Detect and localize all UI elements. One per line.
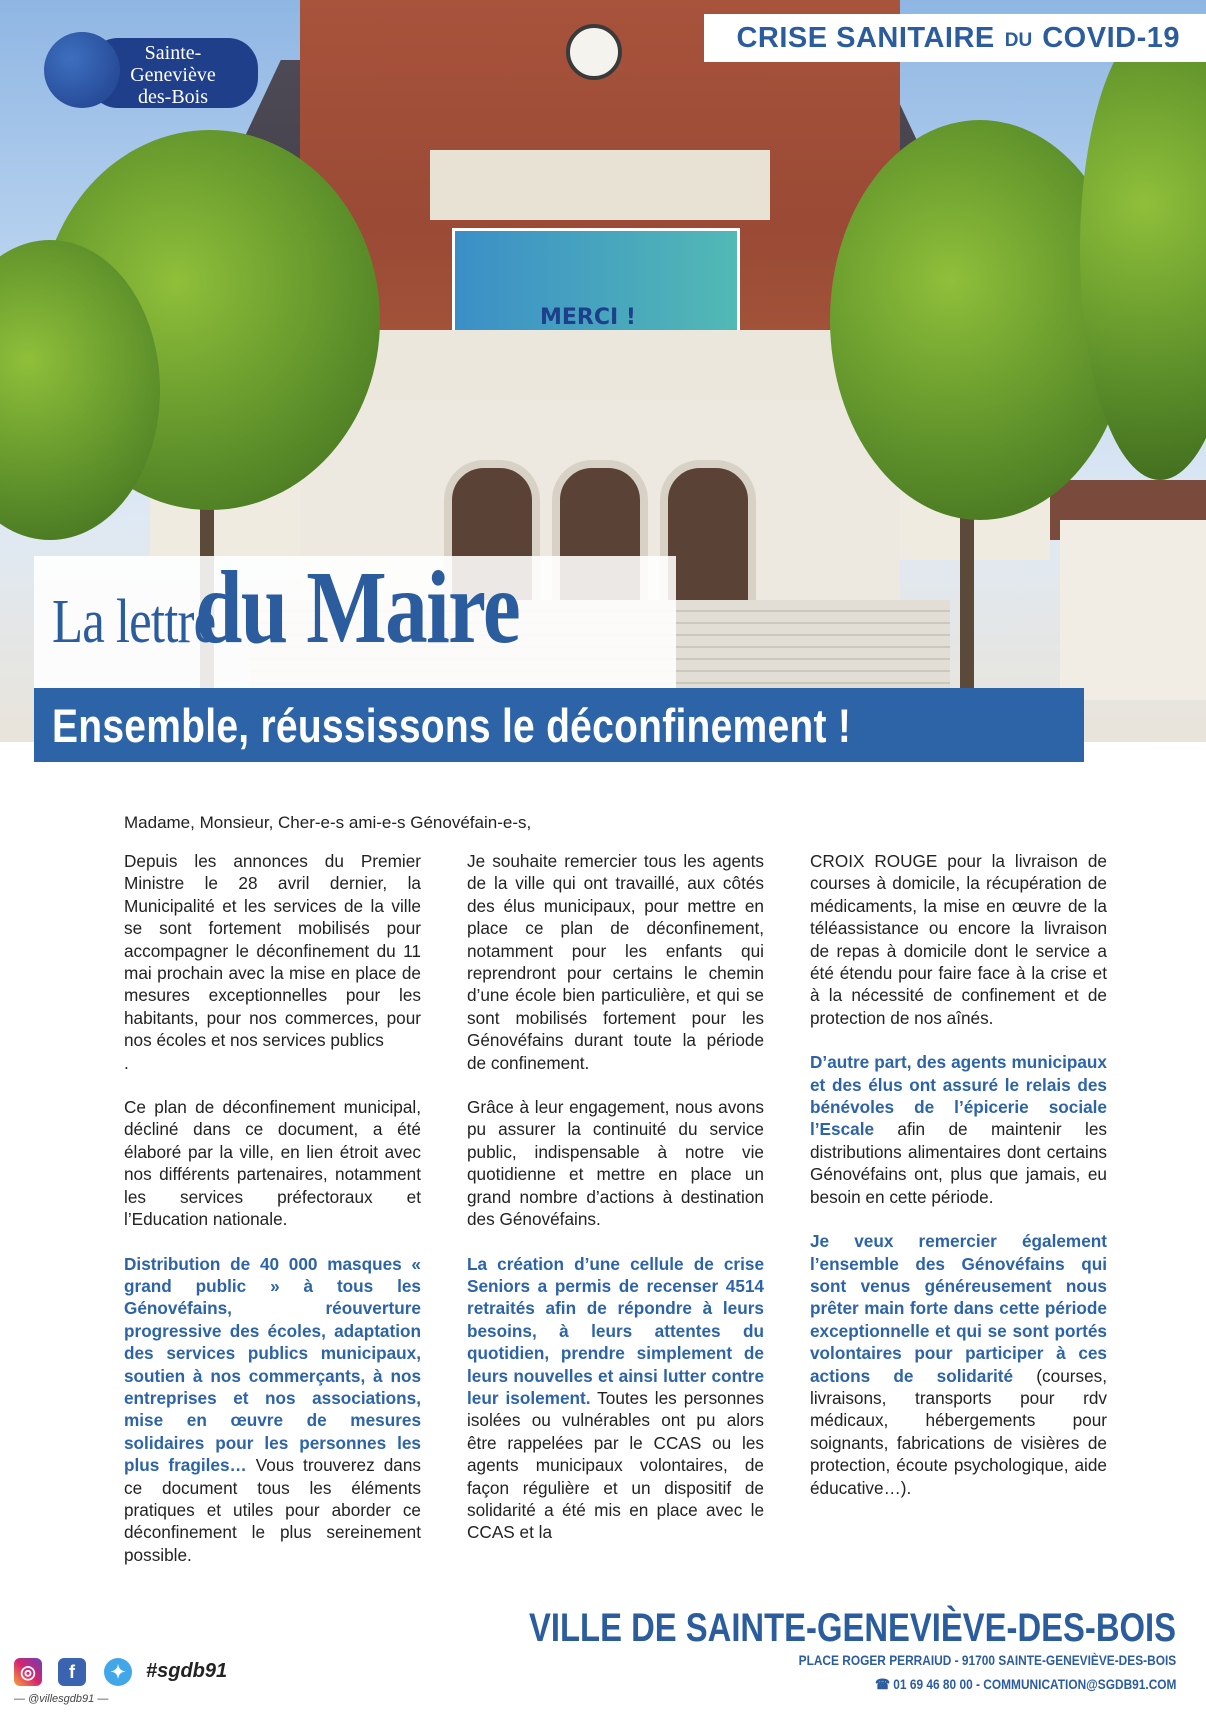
hotel-de-ville-sign: [430, 150, 770, 220]
paragraph: CROIX ROUGE pour la livraison de courses à domicile, la récupération de médicaments, la mise en œuvre de la téléassistance ou encore la livraison de repas à domicile dont le service a été étendu pour faire face à la crise et à la nécessité de confinement et de protection de nos aînés.: [810, 851, 1107, 1028]
text-column-3: [810, 850, 1107, 1521]
badge-text-crise: CRISE SANITAIRE: [736, 21, 995, 54]
hashtag[interactable]: #sgdb91: [146, 1660, 228, 1682]
balcony-band: [300, 330, 900, 400]
footer-contact: ☎ 01 69 46 80 00 - COMMUNICATION@SGDB91.COM: [874, 1676, 1176, 1692]
page-subtitle: Ensemble, réussissons le déconfinement !: [52, 699, 852, 752]
paragraph: Grâce à leur engagement, nous avons pu assurer la continuité du service public, indispensable à notre vie quotidienne et mettre en place un grand nombre d’actions à destination des Génovéfains.: [467, 1097, 764, 1230]
highlight-text: La création d’une cellule de crise Seniors a permis de recenser 4514 retraités afin de répondre à leurs besoins, à leurs attentes du quotidien, prendre simplement de leurs nouvelles et ainsi lutter contre leur isolement.: [467, 1253, 764, 1408]
text-column-1: [124, 850, 421, 1588]
logo-line-2: Geneviève: [130, 64, 216, 86]
city-logo: [44, 28, 254, 118]
paragraph-dot: .: [124, 1052, 129, 1073]
paragraph: [810, 1230, 1107, 1499]
badge-text-covid: COVID-19: [1042, 21, 1180, 54]
paragraph: [467, 1253, 764, 1544]
paragraph: Je souhaite remercier tous les agents de la ville qui ont travaillé, aux côtés des élus municipaux, pour mettre en place ce plan de déconfinement, notamment pour les enfants qui reprendront pour certains le chemin d’une école bien particulière, et qui se sont mobilisés fortement pour les Génovéfains durant toute la période de confinement.: [467, 851, 764, 1073]
globe-icon: [44, 32, 120, 108]
side-building: [1060, 520, 1206, 700]
paragraph-text: (courses, livraisons, transports pour rdv médicaux, hébergements pour soignants, fabrications de visières de protection, écoute psychologique, aide éducative…).: [810, 1365, 1107, 1498]
paragraph: Ce plan de déconfinement municipal, décliné dans ce document, a été élaboré par la ville, en lien étroit avec nos différents partenaires, notamment les services préfectoraux et l’Education nationale.: [124, 1097, 421, 1230]
social-handle: — @villesgdb91 —: [14, 1693, 109, 1705]
highlight-text: Distribution de 40 000 masques « grand public » à tous les Génovéfains, réouverture progressive des écoles, adaptation des services publics municipaux, soutien à nos commerçants, à nos entreprises et nos associations, mise en œuvre de mesures solidaires pour les personnes les plus fragiles…: [124, 1253, 421, 1476]
greeting: Madame, Monsieur, Cher-e-s ami-e-s Génovéfain-e-s,: [124, 813, 532, 832]
facebook-icon[interactable]: f: [58, 1658, 86, 1686]
highlight-text: Je veux remercier également l’ensemble des Génovéfains qui sont venus généreusement nous prêter main forte dans cette période exceptionnelle et qui se sont portés volontaires pour participer à ces actions de solidarité: [810, 1231, 1107, 1386]
twitter-icon[interactable]: ✦: [104, 1658, 132, 1686]
instagram-icon[interactable]: ◎: [14, 1658, 42, 1686]
paragraph-text: Vous trouverez dans ce document tous les éléments pratiques et utiles pour aborder ce déconfinement le plus sereinement possible.: [124, 1455, 422, 1565]
footer-city-name: VILLE DE SAINTE-GENEVIÈVE-DES-BOIS: [529, 1606, 1176, 1650]
paragraph: [810, 1051, 1107, 1208]
banner-merci-text: MERCI !: [540, 305, 636, 330]
text-column-2: [467, 850, 764, 1566]
paragraph: Depuis les annonces du Premier Ministre le 28 avril dernier, la Municipalité et les services de la ville se sont fortement mobilisés pour accompagner le déconfinement du 11 mai prochain avec la mise en place de mesures exceptionnelles pour les habitants, pour nos commerces, pour nos écoles et nos services publics: [124, 851, 421, 1051]
badge-text-du: DU: [1004, 30, 1033, 51]
paragraph-text: afin de maintenir les distributions alimentaires dont certains Génovéfains ont, plus que jamais, eu besoin en cette période.: [810, 1119, 1107, 1207]
covid-crisis-badge: [704, 14, 1206, 62]
title-part-2: du Maire: [195, 550, 520, 665]
footer-address: PLACE ROGER PERRAIUD - 91700 SAINTE-GENEVIÈVE-DES-BOIS: [798, 1652, 1176, 1668]
highlight-text: D’autre part, des agents municipaux et des élus ont assuré le relais des bénévoles de l’épicerie sociale l’Escale: [810, 1052, 1107, 1140]
logo-line-3: des-Bois: [138, 86, 208, 108]
page-title: [52, 548, 590, 667]
logo-line-1: Sainte-: [144, 42, 202, 64]
title-part-1: La lettre: [52, 588, 216, 656]
paragraph-text: Toutes les personnes isolées ou vulnérables ont pu alors être rappelées par le CCAS ou les agents municipaux volontaires, de façon régulière et un dispositif de solidarité a été mis en place avec le CCAS et la: [467, 1387, 765, 1543]
clock-icon: [566, 24, 622, 80]
paragraph: [124, 1253, 421, 1567]
